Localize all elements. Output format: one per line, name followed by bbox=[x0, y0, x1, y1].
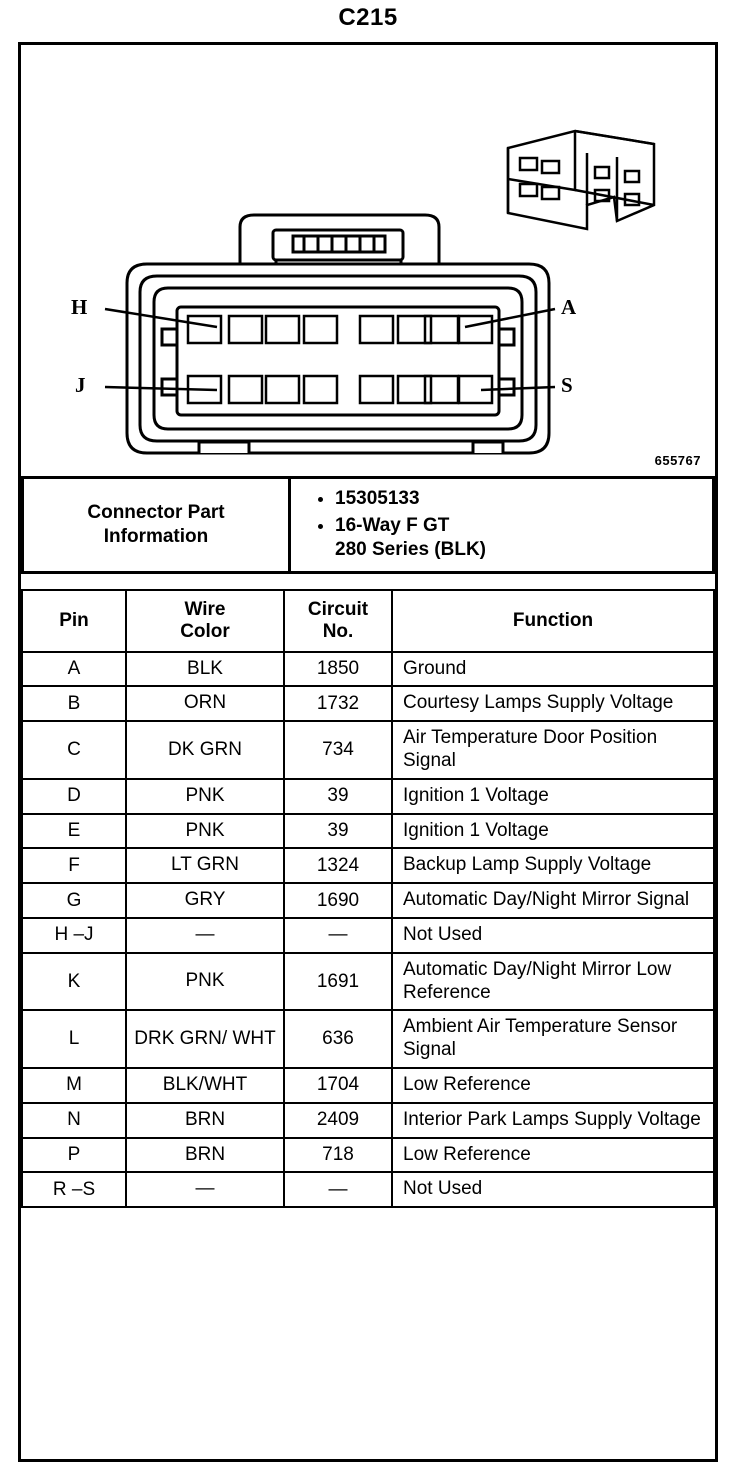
cell-circuit: 1324 bbox=[284, 848, 392, 883]
cell-circuit: 1690 bbox=[284, 883, 392, 918]
wire-color-line1: Wire bbox=[184, 599, 226, 620]
cell-function: Not Used bbox=[392, 1172, 714, 1207]
pin-assignment-table bbox=[21, 589, 715, 1208]
cell-color: DK GRN bbox=[126, 721, 284, 779]
list-item bbox=[335, 514, 704, 563]
bullet2-line2: 280 Series (BLK) bbox=[335, 539, 487, 561]
small-connector-inset bbox=[508, 131, 654, 229]
cell-pin: L bbox=[22, 1010, 126, 1068]
cell-circuit: 39 bbox=[284, 814, 392, 849]
table-row bbox=[22, 918, 714, 953]
cell-pin: P bbox=[22, 1138, 126, 1173]
table-row bbox=[22, 686, 714, 721]
column-header-wire-color bbox=[126, 590, 284, 652]
connector-part-information-label bbox=[23, 478, 290, 573]
cell-function: Backup Lamp Supply Voltage bbox=[392, 848, 714, 883]
cell-function: Low Reference bbox=[392, 1068, 714, 1103]
circuit-line2: No. bbox=[322, 620, 354, 642]
table-row bbox=[22, 652, 714, 687]
cpi-label-line2: Information bbox=[103, 526, 209, 548]
table-row bbox=[22, 953, 714, 1011]
cell-pin: M bbox=[22, 1068, 126, 1103]
callout-s: S bbox=[561, 373, 573, 397]
cell-pin: G bbox=[22, 883, 126, 918]
cell-color: LT GRN bbox=[126, 848, 284, 883]
table-row bbox=[22, 883, 714, 918]
cell-pin: K bbox=[22, 953, 126, 1011]
table-row bbox=[22, 1103, 714, 1138]
callout-h: H bbox=[71, 295, 88, 319]
cell-function: Low Reference bbox=[392, 1138, 714, 1173]
connector-drawing bbox=[21, 45, 715, 475]
cell-function: Ignition 1 Voltage bbox=[392, 779, 714, 814]
cell-function: Interior Park Lamps Supply Voltage bbox=[392, 1103, 714, 1138]
cell-color: PNK bbox=[126, 953, 284, 1011]
cell-pin: B bbox=[22, 686, 126, 721]
cell-color: DRK GRN/ WHT bbox=[126, 1010, 284, 1068]
cell-pin: R –S bbox=[22, 1172, 126, 1207]
cell-function: Courtesy Lamps Supply Voltage bbox=[392, 686, 714, 721]
cpi-label-line1: Connector Part bbox=[87, 502, 225, 524]
table-row bbox=[22, 1068, 714, 1103]
cell-function: Ambient Air Temperature Sensor Signal bbox=[392, 1010, 714, 1068]
drawing-number: 655767 bbox=[654, 453, 701, 468]
cell-function: Automatic Day/Night Mirror Signal bbox=[392, 883, 714, 918]
cell-circuit: 39 bbox=[284, 779, 392, 814]
cell-circuit: — bbox=[284, 1172, 392, 1207]
cell-function: Air Temperature Door Position Signal bbox=[392, 721, 714, 779]
table-row bbox=[22, 779, 714, 814]
cell-circuit: 1691 bbox=[284, 953, 392, 1011]
cell-circuit: 718 bbox=[284, 1138, 392, 1173]
circuit-line1: Circuit bbox=[307, 599, 369, 620]
cell-color: PNK bbox=[126, 779, 284, 814]
cell-pin: D bbox=[22, 779, 126, 814]
page-title: C215 bbox=[338, 4, 398, 31]
table-header-row bbox=[22, 590, 714, 652]
table-row bbox=[22, 1172, 714, 1207]
cell-pin: F bbox=[22, 848, 126, 883]
cell-color: ORN bbox=[126, 686, 284, 721]
cell-color: PNK bbox=[126, 814, 284, 849]
cell-function: Automatic Day/Night Mirror Low Reference bbox=[392, 953, 714, 1011]
cell-pin: C bbox=[22, 721, 126, 779]
cell-function: Not Used bbox=[392, 918, 714, 953]
table-row bbox=[22, 848, 714, 883]
connector-part-information-values bbox=[290, 478, 714, 573]
cell-color: — bbox=[126, 1172, 284, 1207]
list-item: • 15305133 bbox=[335, 487, 704, 512]
cell-circuit: 2409 bbox=[284, 1103, 392, 1138]
table-row bbox=[22, 1010, 714, 1068]
connector-part-information-table bbox=[21, 476, 715, 574]
cell-color: — bbox=[126, 918, 284, 953]
wire-color-line2: Color bbox=[180, 620, 230, 642]
cell-pin: N bbox=[22, 1103, 126, 1138]
table-row bbox=[23, 478, 714, 573]
column-header-circuit-no bbox=[284, 590, 392, 652]
column-header-function: Function bbox=[392, 590, 714, 652]
cell-color: BRN bbox=[126, 1138, 284, 1173]
cell-color: BLK bbox=[126, 652, 284, 687]
cell-color: BRN bbox=[126, 1103, 284, 1138]
bullet2-line1: • 16-Way F GT bbox=[335, 514, 450, 536]
table-row bbox=[22, 814, 714, 849]
cell-circuit: 734 bbox=[284, 721, 392, 779]
cell-color: BLK/WHT bbox=[126, 1068, 284, 1103]
table-row bbox=[22, 1138, 714, 1173]
part-bullet-list bbox=[313, 487, 704, 563]
cell-circuit: 1850 bbox=[284, 652, 392, 687]
pin-table-body bbox=[22, 652, 714, 1208]
cell-circuit: — bbox=[284, 918, 392, 953]
callout-j: J bbox=[75, 373, 86, 397]
table-row bbox=[22, 721, 714, 779]
cell-function: Ground bbox=[392, 652, 714, 687]
cell-circuit: 636 bbox=[284, 1010, 392, 1068]
cell-circuit: 1732 bbox=[284, 686, 392, 721]
connector-illustration bbox=[21, 45, 715, 475]
cell-pin: E bbox=[22, 814, 126, 849]
column-header-pin: Pin bbox=[22, 590, 126, 652]
cell-circuit: 1704 bbox=[284, 1068, 392, 1103]
cell-color: GRY bbox=[126, 883, 284, 918]
cell-function: Ignition 1 Voltage bbox=[392, 814, 714, 849]
callout-a: A bbox=[561, 295, 577, 319]
cell-pin: H –J bbox=[22, 918, 126, 953]
cell-pin: A bbox=[22, 652, 126, 687]
